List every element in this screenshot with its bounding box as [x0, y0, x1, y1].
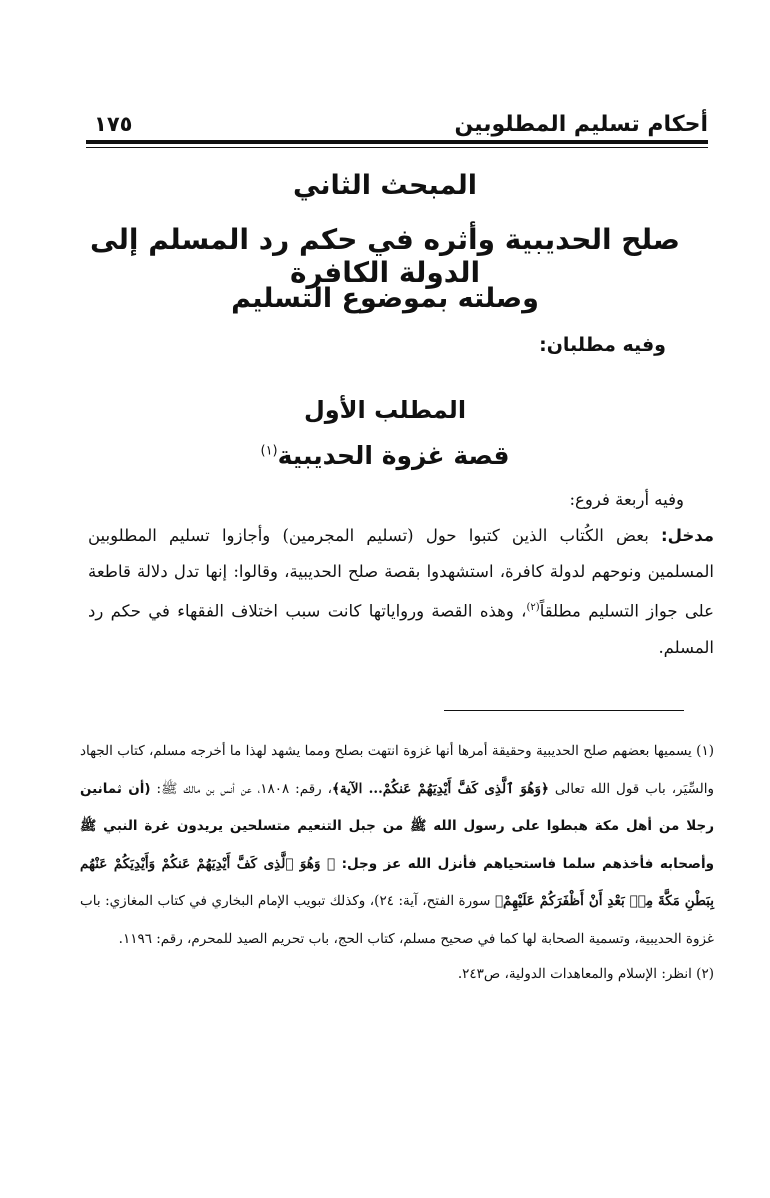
chapter-title-line1: صلح الحديبية وأثره في حكم رد المسلم إلى الدولة الكافرة	[90, 223, 680, 289]
hadith-text: (أن ثمانين رجلا من أهل مكة هبطوا على رسول الله ﷺ من جبل التنعيم متسلحين يريدون غرة النبي ﷺ وأصحابه فأخذهم سلما فاستحياهم فأنزل الله عز وجل:	[80, 780, 714, 872]
footnote-1-text-c: سورة الفتح، آية: ٢٤)، وكذلك تبويب الإمام البخاري في كتاب المغازي: باب غزوة الحديبية، وتسمية الصحابة لها كما في صحيح مسلم، كتاب الحج، باب تحريم الصيد للمحرم، رقم: ١١٩٦.	[80, 893, 714, 947]
lead-line: وفيه أربعة فروع:	[569, 490, 684, 509]
footnote-ref-2[interactable]: (٢)	[526, 602, 540, 613]
intro-label: مدخل:	[661, 526, 714, 545]
footnote-1-text-a: (١) يسميها بعضهم صلح الحديبية وحقيقة أمرها أنها غزوة انتهت بصلح ومما يشهد لهذا ما أخرجه مسلم، كتاب الجهاد والسِّيَر، باب قول الله تعالى	[80, 743, 715, 797]
requirement-title-text: قصة غزوة الحديبية	[277, 441, 510, 470]
header-rule-thick	[86, 140, 708, 144]
footnote-2: (٢) انظر: الإسلام والمعاهدات الدولية، ص٢٤٣.	[457, 966, 714, 982]
requirement-heading: المطلب الأول	[303, 396, 467, 424]
footnote-ref-1[interactable]: (١)	[260, 443, 278, 459]
quran-verse-a: ﴿وَهُوَ ٱلَّذِى كَفَّ أَيْدِيَهُمْ عَنكُمْ... الآية﴾	[331, 780, 549, 797]
quran-verse-b: ﴿ وَهُوَ ٱلَّذِى كَفَّ أَيْدِيَهُمْ عَنكُمْ وَأَيْدِيَكُمْ عَنْهُم بِبَطْنِ مَكَّةَ مِنۢ بَعْدِ أَنْ أَظْفَرَكُمْ عَلَيْهِمْ﴾	[80, 855, 714, 909]
contains-note: وفيه مطلبان:	[539, 334, 666, 356]
chapter-heading: المبحث الثاني	[293, 170, 477, 201]
intro-text-1: بعض الكُتاب الذين كتبوا حول (تسليم المجرمين) وأجازوا تسليم المطلوبين المسلمين ونوحهم لدولة كافرة، استشهدوا بقصة صلح الحديبية، وقالوا: إنها تدل دلالة قاطعة على جواز التسليم مطلقاً	[88, 526, 714, 621]
intro-text-2: ، وهذه القصة ورواياتها كانت سبب اختلاف الفقهاء في حكم رد المسلم.	[88, 601, 714, 657]
page-number: ١٧٥	[94, 112, 133, 136]
requirement-title	[60, 441, 710, 470]
running-title: أحكام تسليم المطلوبين	[454, 112, 708, 137]
footnote-1	[80, 733, 714, 958]
footnote-separator	[444, 710, 684, 711]
footnote-1-text-b: ، رقم: ١٨٠٨، عن أنس بن مالك ﷺ:	[150, 780, 332, 797]
main-text	[88, 482, 714, 666]
intro-paragraph	[88, 518, 714, 666]
header-rule-thin	[86, 147, 708, 148]
footnotes	[80, 733, 714, 990]
chapter-title-line2: وصلته بموضوع التسليم	[231, 283, 539, 314]
